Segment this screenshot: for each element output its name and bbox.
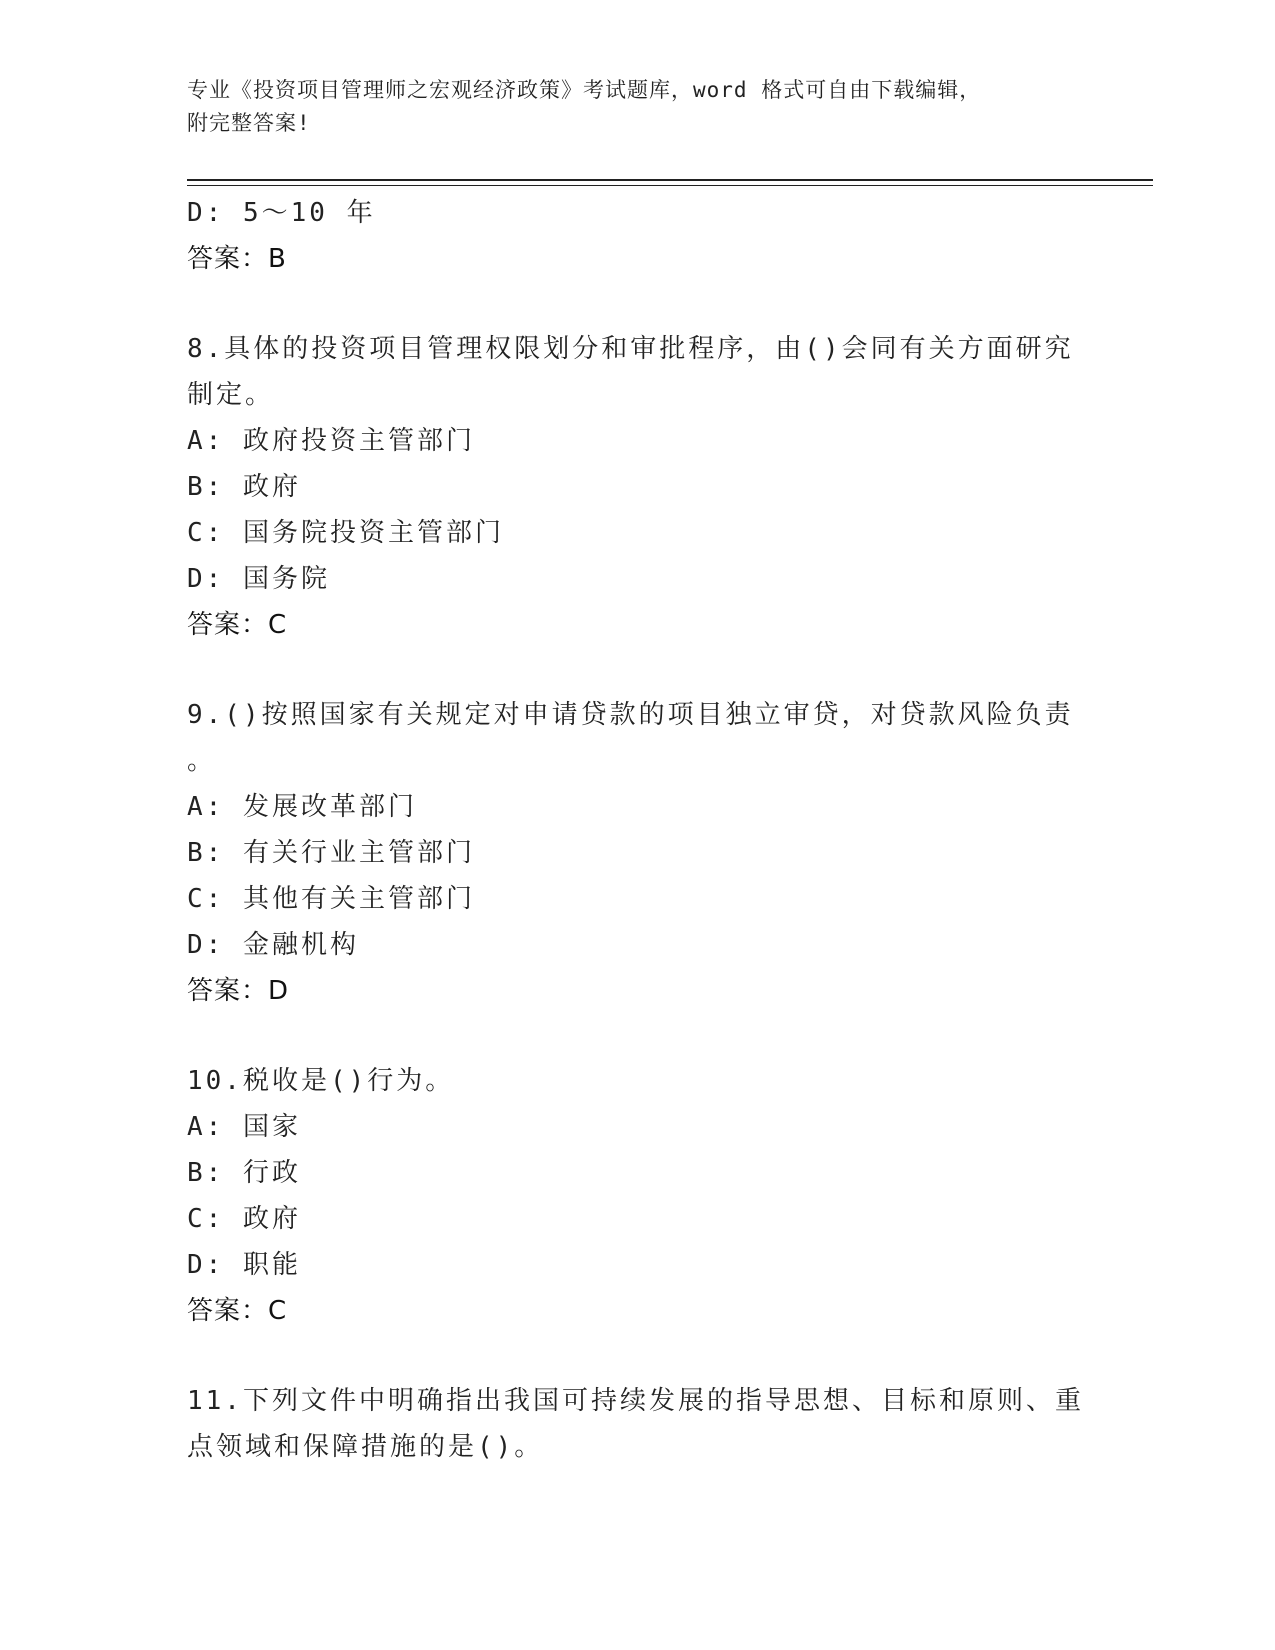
option-d: D: 金融机构 <box>187 930 359 960</box>
header-line-2: 附完整答案! <box>187 111 311 135</box>
question-text-line-2: 制定。 <box>187 380 275 410</box>
question-text-line-2: 。 <box>187 746 217 776</box>
option-d: D: 5～10 年 <box>187 198 376 228</box>
question-7-tail <box>187 190 1087 282</box>
question-text-line-1: 11.下列文件中明确指出我国可持续发展的指导思想、目标和原则、重 <box>187 1386 1084 1416</box>
question-text-line-2: 点领域和保障措施的是()。 <box>187 1432 544 1462</box>
option-c: C: 其他有关主管部门 <box>187 884 475 914</box>
spacer <box>187 1014 1087 1058</box>
option-c: C: 国务院投资主管部门 <box>187 518 504 548</box>
question-9 <box>187 692 1087 1014</box>
question-10 <box>187 1058 1087 1334</box>
spacer <box>187 282 1087 326</box>
question-8 <box>187 326 1087 648</box>
option-c: C: 政府 <box>187 1204 301 1234</box>
spacer <box>187 1334 1087 1378</box>
question-list <box>187 190 1087 1470</box>
header-rule-thick <box>187 179 1153 181</box>
header-line-1: 专业《投资项目管理师之宏观经济政策》考试题库，word 格式可自由下载编辑， <box>187 78 982 102</box>
option-a: A: 发展改革部门 <box>187 792 417 822</box>
answer-line: 答案：B <box>187 244 287 274</box>
option-a: A: 政府投资主管部门 <box>187 426 475 456</box>
option-b: B: 政府 <box>187 472 301 502</box>
document-header <box>187 74 1087 140</box>
question-text-line-1: 9.()按照国家有关规定对申请贷款的项目独立审贷，对贷款风险负责 <box>187 700 1074 730</box>
answer-line: 答案：C <box>187 610 288 640</box>
option-b: B: 有关行业主管部门 <box>187 838 475 868</box>
answer-line: 答案：C <box>187 1296 288 1326</box>
question-11 <box>187 1378 1087 1470</box>
option-d: D: 国务院 <box>187 564 330 594</box>
spacer <box>187 648 1087 692</box>
option-d: D: 职能 <box>187 1250 301 1280</box>
header-rule-thin <box>187 185 1153 186</box>
option-a: A: 国家 <box>187 1112 301 1142</box>
question-text-line-1: 10.税收是()行为。 <box>187 1066 455 1096</box>
answer-line: 答案：D <box>187 976 290 1006</box>
option-b: B: 行政 <box>187 1158 301 1188</box>
question-text-line-1: 8.具体的投资项目管理权限划分和审批程序，由()会同有关方面研究 <box>187 334 1074 364</box>
